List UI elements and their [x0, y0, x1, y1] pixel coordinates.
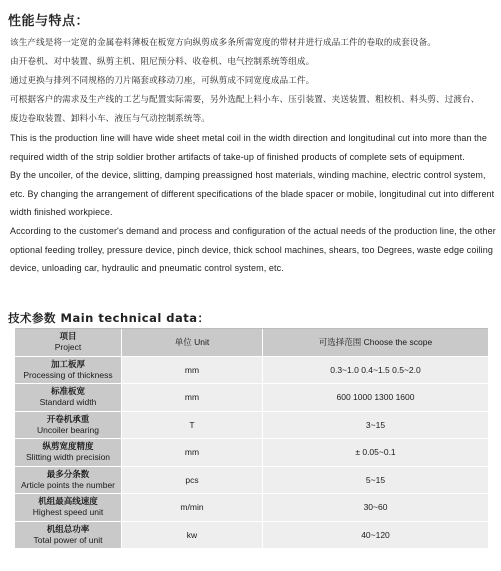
scope-cell: [263, 412, 488, 439]
scope-cell: [263, 439, 488, 466]
unit-cell: [122, 522, 263, 549]
unit-value: mm: [184, 447, 200, 458]
header-scope: 可选择范围 Choose the scope: [318, 337, 433, 348]
table-row: [15, 384, 488, 412]
item-zh: 纵剪宽度精度: [42, 442, 94, 453]
item-cell: [15, 384, 122, 411]
feature-line-en: By the uncoiler, of the device, slitting, damping preassigned host materials, winding machine, electric control system,: [10, 170, 486, 181]
header-item-cell: [15, 329, 122, 356]
unit-value: m/min: [180, 502, 204, 513]
features-text: [10, 34, 498, 278]
table-row: [15, 439, 488, 467]
table-header-row: [15, 329, 488, 357]
unit-cell: [122, 412, 263, 439]
header-unit-cell: [122, 329, 263, 356]
tech-title: 技术参数 Main technical data：: [8, 311, 210, 325]
item-zh: 机组最高线速度: [38, 497, 98, 508]
feature-line-zh: 由开卷机、对中装置、纵剪主机、阻尼预分料、收卷机、电气控制系统等组成。: [10, 57, 315, 67]
item-en: Processing of thickness: [23, 369, 113, 380]
tech-table: [15, 328, 488, 549]
item-en: Article points the number: [20, 479, 116, 490]
unit-value: mm: [184, 364, 200, 375]
feature-line-zh: 该生产线是将一定宽的金属卷料薄板在板宽方向纵剪成多条所需宽度的带材并进行成品工件的卷取的成套设备。: [10, 38, 436, 48]
feature-line-en: According to the customer's demand and process and configuration of the actual needs of the production line, the other: [10, 225, 496, 236]
item-zh: 机组总功率: [46, 524, 90, 535]
feature-line-zh: 通过更换与排列不同规格的刀片隔套或移动刀座，可纵剪成不同宽度成品工件。: [10, 76, 315, 86]
feature-line-en: required width of the strip soldier brother artifacts of take-up of finished products of complete sets of equipment.: [10, 151, 465, 162]
feature-line-en: width finished workpiece.: [10, 207, 113, 218]
scope-value: 3~15: [365, 419, 386, 430]
unit-cell: [122, 494, 263, 521]
header-item-en: Project: [54, 342, 82, 353]
item-en: Slitting width precision: [25, 452, 111, 463]
item-en: Uncoiler bearing: [37, 424, 99, 435]
feature-line-zh: 废边卷取装置、卸料小车、液压与气动控制系统等。: [10, 114, 210, 124]
item-cell: [15, 439, 122, 466]
scope-value: ± 0.05~0.1: [355, 447, 396, 458]
header-scope-cell: [263, 329, 488, 356]
scope-value: 30~60: [363, 502, 388, 513]
item-cell: [15, 467, 122, 494]
scope-cell: [263, 467, 488, 494]
unit-cell: [122, 439, 263, 466]
item-zh: 标准板宽: [50, 387, 85, 398]
feature-line-en: etc. By changing the arrangement of different specifications of the blade spacer or mobile, longitudinal cut into different: [10, 188, 495, 199]
item-en: Highest speed unit: [32, 507, 104, 518]
table-row: [15, 412, 488, 440]
scope-cell: [263, 522, 488, 549]
scope-value: 600 1000 1300 1600: [336, 392, 415, 403]
scope-value: 5~15: [365, 474, 386, 485]
item-en: Total power of unit: [33, 534, 103, 545]
item-cell: [15, 412, 122, 439]
unit-cell: [122, 357, 263, 384]
features-title: 性能与特点：: [8, 14, 90, 29]
unit-value: T: [189, 419, 195, 430]
item-zh: 最多分条数: [46, 469, 90, 480]
table-row: [15, 522, 488, 550]
item-cell: [15, 357, 122, 384]
scope-value: 40~120: [361, 529, 390, 540]
item-zh: 开卷机承重: [46, 414, 90, 425]
feature-line-en: This is the production line will have wide sheet metal coil in the width direction and longitudinal cut into more than the: [10, 133, 487, 143]
header-unit: 单位 Unit: [174, 337, 210, 348]
scope-value: 0.3~1.0 0.4~1.5 0.5~2.0: [330, 364, 421, 375]
unit-value: pcs: [185, 474, 199, 485]
feature-line-en: optional feeding trolley, pressure device, pinch device, thick school machines, shears, too Degrees, waste edge coiling: [10, 244, 493, 255]
unit-value: kw: [186, 529, 198, 540]
item-cell: [15, 522, 122, 549]
scope-cell: [263, 357, 488, 384]
table-row: [15, 467, 488, 495]
unit-cell: [122, 467, 263, 494]
scope-cell: [263, 384, 488, 411]
feature-line-zh: 可根据客户的需求及生产线的工艺与配置实际需要，另外选配上料小车、压引装置、夹送装置、粗校机、料头剪、过渡台、: [10, 95, 480, 105]
unit-value: mm: [184, 392, 200, 403]
header-item-zh: 项目: [59, 332, 77, 343]
table-row: [15, 357, 488, 385]
scope-cell: [263, 494, 488, 521]
item-zh: 加工板厚: [50, 359, 85, 370]
item-en: Standard width: [39, 397, 97, 408]
item-cell: [15, 494, 122, 521]
table-row: [15, 494, 488, 522]
unit-cell: [122, 384, 263, 411]
feature-line-en: device, unloading car, hydraulic and pneumatic control system, etc.: [10, 263, 284, 274]
